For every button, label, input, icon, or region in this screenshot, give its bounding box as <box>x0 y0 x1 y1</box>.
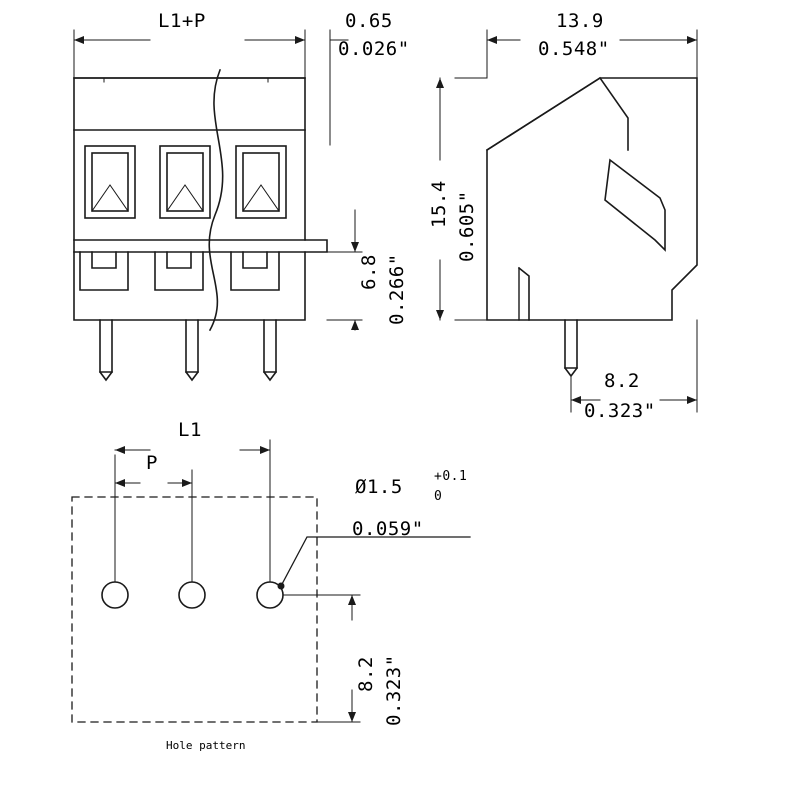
hole-row-offset-mm: 8.2 <box>355 656 377 692</box>
hole-diameter-mm: Ø1.5 <box>355 476 403 498</box>
hole-tolerance-plus: +0.1 <box>434 469 468 484</box>
hole-pattern-geometry <box>72 440 470 722</box>
front-pin-length-in: 0.266" <box>386 253 408 325</box>
hole-tolerance-minus: 0 <box>434 489 443 504</box>
side-pin-offset-mm: 8.2 <box>604 370 640 392</box>
hole-pitch-label: P <box>146 452 158 474</box>
side-depth-mm: 13.9 <box>556 10 604 32</box>
hole-diameter-in: 0.059" <box>352 518 424 540</box>
side-depth-in: 0.548" <box>538 38 610 60</box>
hole-row-offset-in: 0.323" <box>383 654 405 726</box>
side-pin-offset-in: 0.323" <box>584 400 656 422</box>
hole-pattern-caption: Hole pattern <box>166 739 246 752</box>
front-pin-length-mm: 6.8 <box>358 254 380 290</box>
front-wall-in: 0.026" <box>338 38 410 60</box>
side-height-mm: 15.4 <box>428 180 450 228</box>
front-width-label: L1+P <box>158 10 206 32</box>
front-view-geometry <box>74 30 362 380</box>
front-wall-mm: 0.65 <box>345 10 393 32</box>
side-height-in: 0.605" <box>456 190 478 262</box>
hole-span-label: L1 <box>178 419 202 441</box>
